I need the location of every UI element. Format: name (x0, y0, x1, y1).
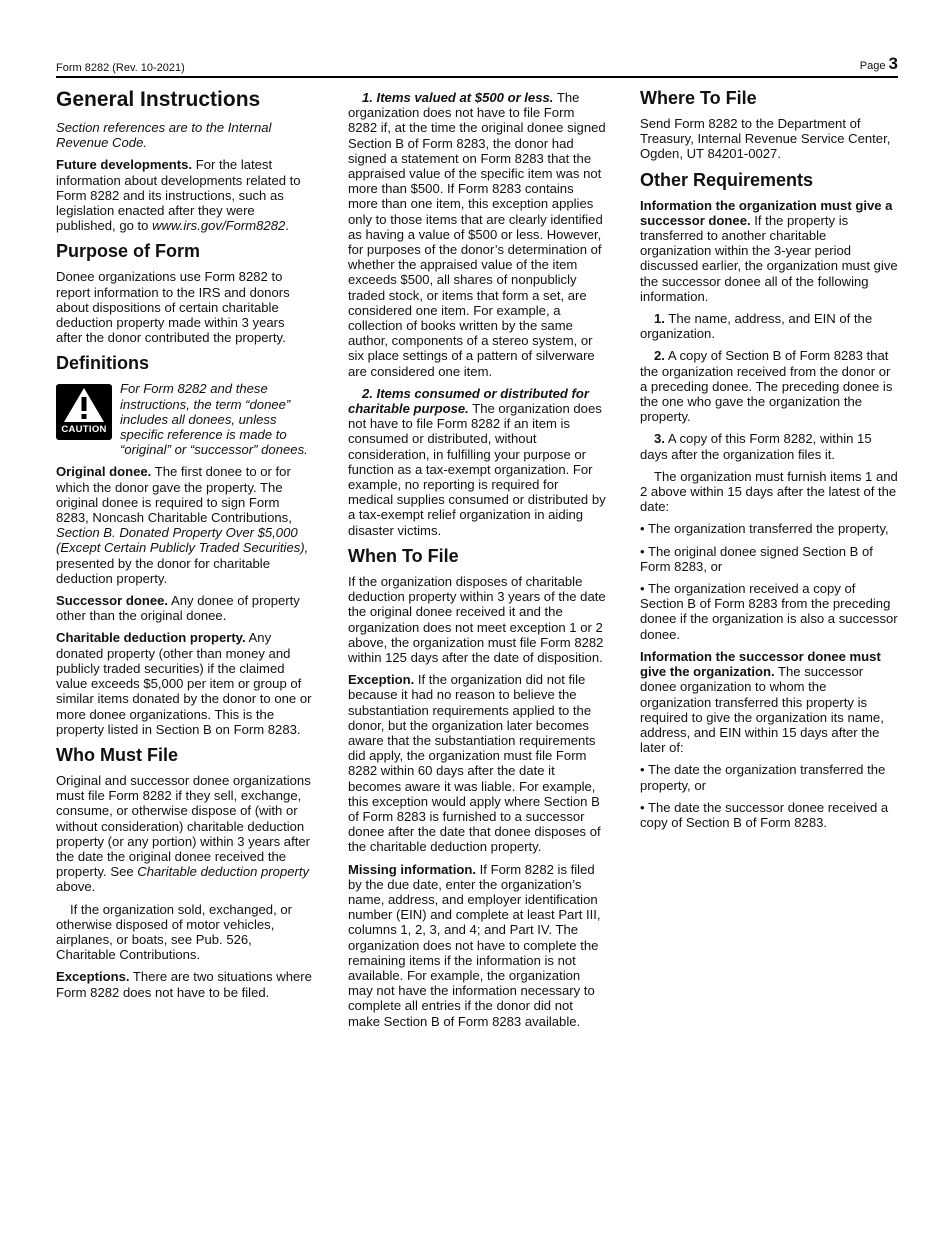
info-give-successor: Information the organization must give a successor donee. If the property is transferred to another charitable organization within the 3-year period discussed earlier, the organization must give the successor donee all of the following information. (640, 197, 898, 304)
where-to-file-heading: Where To File (640, 88, 757, 108)
exception-paragraph: Exception. If the organization did not file because it had no reason to believe the substantiation requirements applied to the donor, but the organization later becomes aware that the substantiation requirements did apply, the organization must file Form 8282 within 60 days after the date it becomes aware it was liable. For example, this exception would apply where Section B of Form 8283 is furnished to a successor donee after the date that donee disposes of the charitable deduction property. (348, 672, 601, 855)
page-number: 3 (888, 54, 898, 73)
bullet-item: • The date the organization transferred the property, or (640, 762, 886, 793)
who-must-file-heading: Who Must File (56, 744, 178, 765)
page-header (56, 54, 898, 78)
successor-donee: Successor donee. Any donee of property other than the original donee. (56, 593, 300, 624)
bullet-item: • The original donee signed Section B of Form 8283, or (640, 543, 873, 574)
other-requirements-heading: Other Requirements (640, 169, 814, 190)
requirement-3: 3. A copy of this Form 8282, within 15 days after the organization files it. (640, 431, 872, 462)
bullet-item: • The organization transferred the property, (640, 521, 889, 537)
when-to-file-heading: When To File (348, 545, 459, 566)
requirement-2: 2. A copy of Section B of Form 8283 that the organization received from the donor or a preceding donee. The preceding donee is the one who gave the organization the property. (640, 348, 893, 425)
caution-icon (56, 384, 112, 440)
form-page (56, 54, 898, 1036)
definitions-heading: Definitions (56, 353, 149, 374)
column-2 (348, 86, 606, 1036)
who-must-file-vehicles: If the organization sold, exchanged, or otherwise disposed of motor vehicles, airplanes, or boats, see Pub. 526, Charitable Contributions. (56, 901, 293, 963)
caution-label: CAUTION (61, 424, 107, 436)
where-to-file-text: Send Form 8282 to the Department of Treasury, Internal Revenue Service Center, Ogden, UT 84201-0027. (640, 116, 891, 162)
section-refs: Section references are to the Internal Revenue Code. (56, 120, 272, 151)
furnish-text: The organization must furnish items 1 and 2 above within 15 days after the latest of the date: (640, 468, 898, 515)
warning-triangle-icon (63, 387, 105, 423)
text-columns (56, 86, 898, 1036)
irs-form-url: www.irs.gov/Form8282 (152, 218, 286, 234)
requirement-1: 1. The name, address, and EIN of the organization. (640, 311, 873, 342)
bullet-item: • The date the successor donee received a copy of Section B of Form 8283. (640, 799, 889, 830)
bullet-item: • The organization received a copy of Section B of Form 8283 from the preceding donee if the organization is also a successor donee. (640, 581, 898, 642)
info-successor-give: Information the successor donee must give the organization. The successor donee organization to whom the organization transferred this property is required to give the organization its name, address, and EIN within 15 days after the later of: (640, 648, 884, 756)
form-id: Form 8282 (Rev. 10-2021) (56, 62, 185, 74)
general-instructions-heading: General Instructions (56, 88, 261, 111)
future-developments: Future developments. For the latest information about developments related to Form 8282 and its instructions, such as legislation enacted after they were published, go to www.irs.gov/Form8282. (56, 157, 301, 234)
page-number-label: Page 3 (859, 54, 898, 73)
original-donee: Original donee. The first donee to or for which the donor gave the property. The original donee is required to sign Form 8283, Noncash Charitable Contributions, Section B. Donated Property Over $5,000 (Except Certain Publicly Traded Securities), presented by the donor for charitable deduction property. (56, 464, 309, 586)
exceptions: Exceptions. There are two situations where Form 8282 does not have to be filed. (56, 969, 312, 1000)
caution-note (56, 381, 312, 457)
purpose-text: Donee organizations use Form 8282 to report information to the IRS and donors about dispositions of certain charitable deduction property made within 3 years after the donor contributed the property. (56, 269, 290, 346)
exception-item-2: 2. Items consumed or distributed for charitable purpose. The organization does not have to file Form 8282 if an item is consumed or distributed, without consideration, in fulfilling your purpose or function as a tax-exempt organization. For example, no reporting is required for medical supplies consumed or distributed by a tax-exempt relief organization in aiding disaster victims. (348, 385, 606, 538)
charitable-deduction-property: Charitable deduction property. Any donated property (other than money and publicly traded securities) if the claimed value exceeds $5,000 per item or group of similar items donated by the donor to one or more donee organizations. This is the property listed in Section B on Form 8283. (56, 630, 312, 737)
missing-information: Missing information. If Form 8282 is filed by the due date, enter the organization’s name, address, and employer identification number (EIN) and complete at least Part III, columns 1, 2, 3, and 4; and Part IV. The organization does not have to complete the remaining items if the information is not available. For example, the organization may not have the information necessary to complete all entries if the donor did not make Section B of Form 8283 available. (348, 861, 601, 1029)
caution-text: For Form 8282 and these instructions, the term “donee” includes all donees, unless specific reference is made to “original” or “successor” donees. (120, 381, 308, 458)
when-to-file-text: If the organization disposes of charitable deduction property within 3 years of the date the original donee received it and the organization does not meet exception 1 or 2 above, the organization must file Form 8282 within 125 days after the date of disposition. (348, 573, 606, 665)
who-must-file-text: Original and successor donee organizations must file Form 8282 if they sell, exchange, consume, or otherwise dispose of (with or without consideration) charitable deduction property (or any portion) within 3 years after the date the original donee received the property. See Charitable deduction property above. (56, 772, 311, 895)
exception-item-1: 1. Items valued at $500 or less. The organization does not have to file Form 8282 if, at the time the original donee signed Section B of Form 8283, the donor had signed a statement on Form 8283 that the appraised value of the specific item was not more than $500. If Form 8283 contains more than one item, this exception applies only to those items that are clearly identified as having a value of $500 or less. However, for purposes of the donor’s determination of whether the appraised value of the item exceeds $500, all shares of nonpublicly traded stock, or items that form a set, are considered one item. For example, a collection of books written by the same author, components of a stereo system, or six place settings of a pattern of silverware are considered one item. (348, 90, 606, 379)
column-1 (56, 86, 312, 1036)
column-3 (640, 86, 898, 1036)
purpose-heading: Purpose of Form (56, 241, 201, 262)
